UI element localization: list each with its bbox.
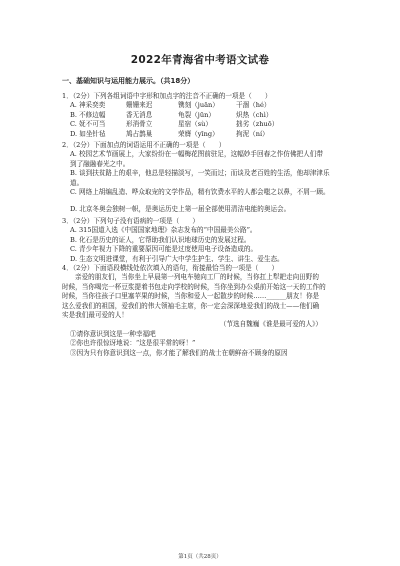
option-d: D. 如坐针毡 鸠占鹊巢 荣膺（yīng） 拘泥（ní） [70,129,269,138]
question-2 [62,141,352,215]
option-b: B. 谈到扶贫路上的艰辛，他总是轻描淡写，一笑而过；而谈及老百姓的生活，他却津津乐 道。 [70,169,330,187]
citation: （节选自魏巍《谁是最可爱的人》） [219,320,322,329]
option-a: A. 神采奕奕 姗姗来迟 镌刻（juān） 干涸（hé） [70,101,271,110]
question-3 [62,217,352,264]
section-heading: 一、基础知识与运用能力展示。（共18分） [62,77,195,85]
passage-line: 时候，当你喝完一杯豆浆提着书包走向学校的时候，当你坐到办公桌前开始这一天的工作的 [62,282,326,291]
page-title: 2022年青海省中考语文试卷 [130,54,270,66]
options [62,101,352,139]
option-a: A. 315国道入选《中国国家地理》杂志发布的“中国最美公路”。 [70,226,257,235]
option-b: B. 不修边幅 香无消息 龟裂（jūn） 炽热（chì） [70,110,273,119]
exam-body [62,92,352,358]
question-stem: 4．（2分）下面语段横线处依次填入的语句，衔接最恰当的一项是（ ） [62,263,279,272]
question-4 [62,264,352,358]
question-stem: 1．（2分）下列各组词语中字形和加点字的注音不正确的一项是（ ） [62,92,272,100]
passage-line: 实是我们最可爱的人！ [62,310,128,319]
passage-line: 时候，当你往孩子口里塞苹果的时候，当你和爱人一起散步的时候……______朋友！你是 [62,292,320,301]
option-d: D. 生态文明进课堂，有利于引导广大中学生护生、学生、讲生、爱生态。 [70,254,284,263]
passage-line: 亲爱的朋友们，当你坐上早晨第一列电车驰向工厂的时候，当你扛上犁耙走向田野的 [75,273,319,282]
sentence-option-2: ②你也许很惊讶地说：“这是很平常的呀！” [70,339,196,348]
question-stem: 2．（2分）下面加点的词语运用不正确的一项是（ ） [62,141,226,150]
question-1 [62,92,352,139]
option-c: C. 网络上胡编乱造、哗众取宠的文学作品，精有饮费水平的人都会嗤之以鼻，不屑一顾。 [70,188,330,197]
option-c: C. 青少年视力下降的重要原因可能是过度使用电子设备造成的。 [70,245,258,254]
option-c: C. 妩不可当 形消骨立 星宿（sù） 拙劣（zhuō） [70,120,279,129]
sentence-option-1: ①请你意识到这是一种幸福吧 [70,329,156,338]
option-a: A. 校园艺术节画展上，大家纷纷在一幅梅花图前驻足，这幅妙手回春之作仿佛把人们带 到了融融春光之中。 [70,150,323,168]
sentence-option-3: ③因为只有你意识到这一点，你才能了解我们的战士在朝鲜奋不顾身的原因 [70,348,288,357]
passage-line: 这么爱我们的祖国，爱我们的伟大领袖毛主席，你一定会深深地爱我们的战士——他们确 [62,301,320,310]
option-d: D. 北京冬奥会独树一帜，是奥运历史上第一届全部使用清洁电能的奥运会。 [70,205,291,214]
question-stem: 3．（2分）下列句子没有语病的一项是（ ） [62,216,199,225]
option-b: B. 化石是历史的证人，它帮助我们认识地球历史的发展过程。 [70,235,251,244]
page-footer: 第1页（共28页） [178,554,222,560]
